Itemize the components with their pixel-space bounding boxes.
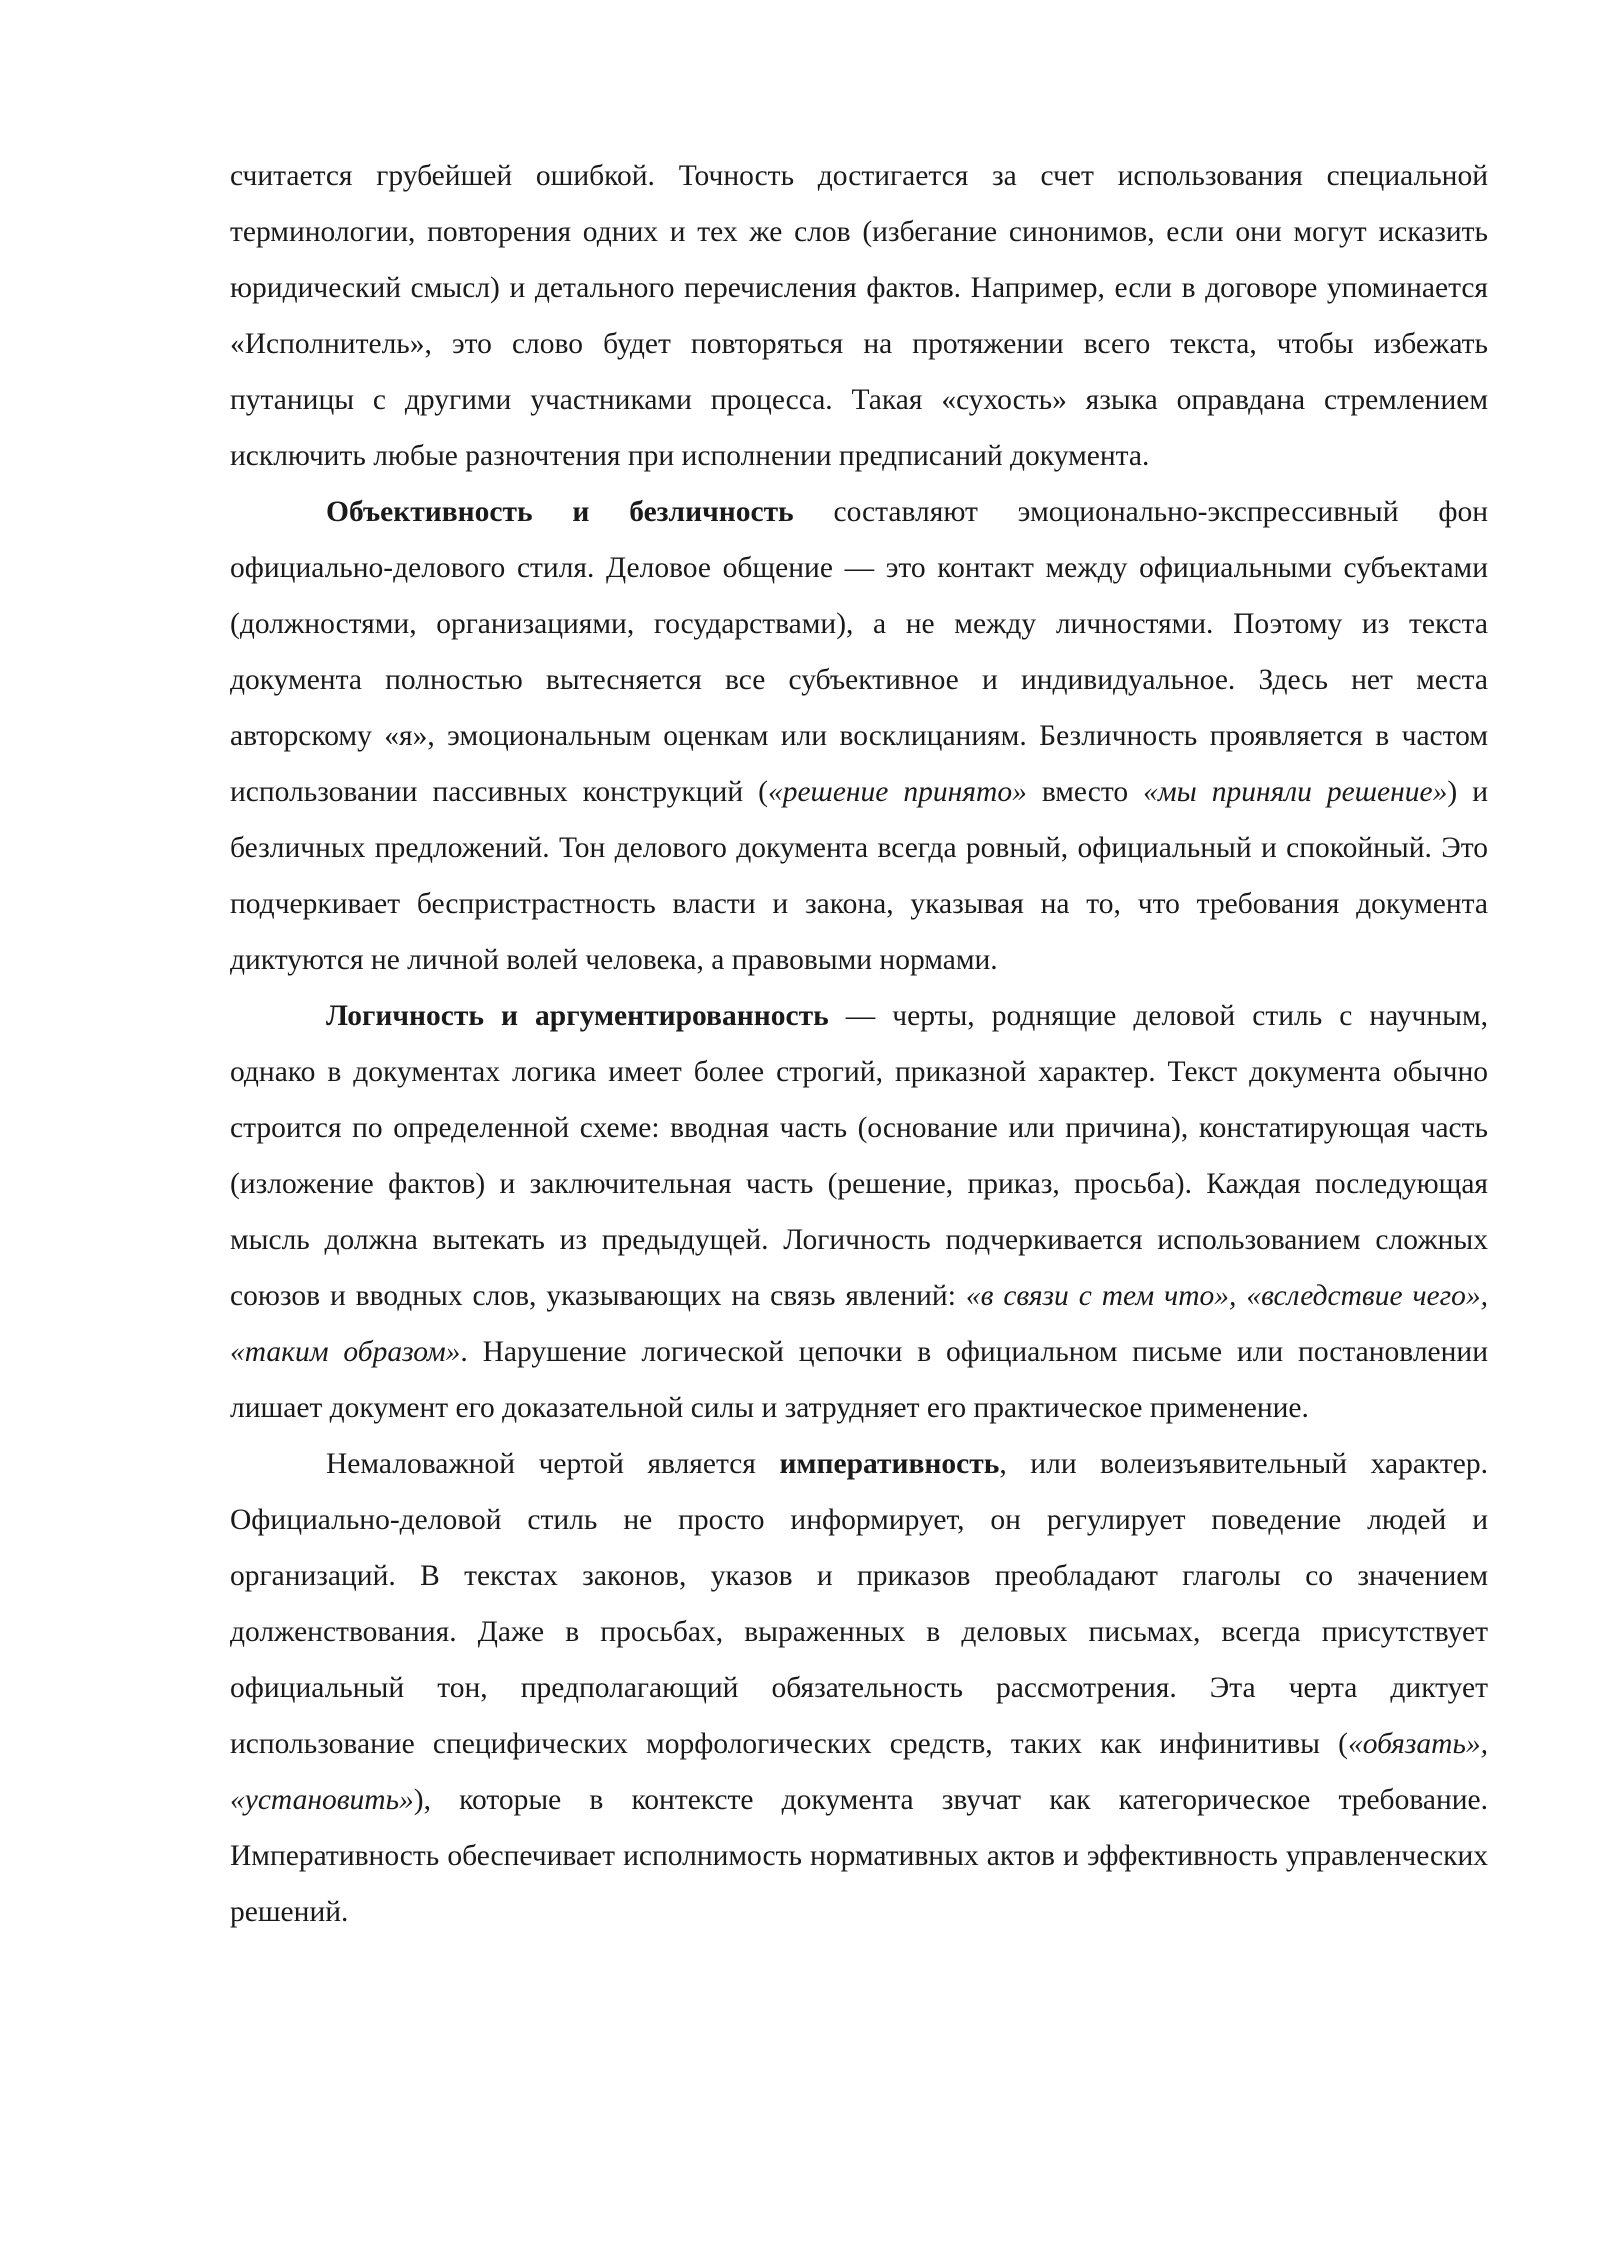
term-imperativeness: императивность — [779, 1448, 1000, 1480]
text-segment: Немаловажной чертой является — [326, 1448, 780, 1480]
paragraph-2 — [230, 484, 1488, 988]
example-phrase: «обязать», «установить» — [230, 1728, 1488, 1816]
example-phrase: «решение принято» — [767, 776, 1027, 808]
text-segment: — черты, роднящие деловой стиль с научным, однако в документах логика имеет более строгий, приказной характер. Текст документа обычно строится по определенной схеме: вводная часть (основание или причина), констатирующая часть (изложение фактов) и заключительная часть (решение, приказ, просьба). Каждая последующая мысль должна вытекать из предыдущей. Логичность подчеркивается использованием сложных союзов и вводных слов, указывающих на связь явлений: — [230, 1000, 1488, 1312]
text-segment: ) и безличных предложений. Тон делового документа всегда ровный, официальный и спокойный. Это подчеркивает беспристрастность власти и закона, указывая на то, что требования документа диктуются не личной волей человека, а правовыми нормами. — [230, 776, 1488, 976]
text-segment: , или волеизъявительный характер. Официально-деловой стиль не просто информирует, он регулирует поведение людей и организаций. В текстах законов, указов и приказов преобладают глаголы со значением долженствования. Даже в просьбах, выраженных в деловых письмах, всегда присутствует официальный тон, предполагающий обязательность рассмотрения. Эта черта диктует использование специфических морфологических средств, таких как инфинитивы ( — [230, 1448, 1488, 1760]
text-segment: ), которые в контексте документа звучат как категорическое требование. Императивность обеспечивает исполнимость нормативных актов и эффективность управленческих решений. — [230, 1784, 1488, 1928]
paragraph-4 — [230, 1436, 1488, 1940]
term-objectivity: Объективность и безличность — [326, 496, 794, 528]
paragraph-1 — [230, 148, 1488, 484]
text-segment: считается грубейшей ошибкой. Точность достигается за счет использования специальной терминологии, повторения одних и тех же слов (избегание синонимов, если они могут исказить юридический смысл) и детального перечисления фактов. Например, если в договоре упоминается «Исполнитель», это слово будет повторяться на протяжении всего текста, чтобы избежать путаницы с другими участниками процесса. Такая «сухость» языка оправдана стремлением исключить любые разночтения при исполнении предписаний документа. — [230, 160, 1488, 472]
example-phrase: «мы приняли решение» — [1143, 776, 1448, 808]
text-segment: вместо — [1026, 776, 1144, 808]
term-logic: Логичность и аргументированность — [326, 1000, 829, 1032]
example-phrase: «в связи с тем что», «вследствие чего», «таким образом» — [230, 1280, 1489, 1368]
document-page — [230, 148, 1488, 1940]
text-segment: составляют эмоционально-экспрессивный фон официально-делового стиля. Деловое общение — это контакт между официальными субъектами (должностями, организациями, государствами), а не между личностями. Поэтому из текста документа полностью вытесняется все субъективное и индивидуальное. Здесь нет места авторскому «я», эмоциональным оценкам или восклицаниям. Безличность проявляется в частом использовании пассивных конструкций ( — [230, 496, 1488, 808]
text-segment: . Нарушение логической цепочки в официальном письме или постановлении лишает документ его доказательной силы и затрудняет его практическое применение. — [230, 1336, 1488, 1424]
paragraph-3 — [230, 988, 1488, 1436]
